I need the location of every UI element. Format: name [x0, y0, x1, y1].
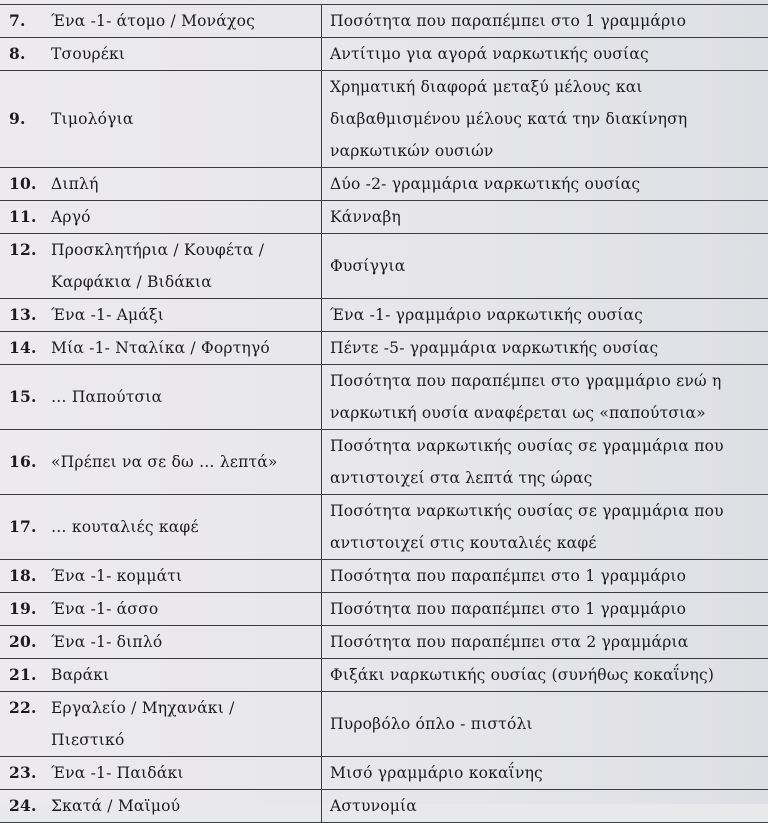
table-row — [0, 332, 768, 365]
meaning-text: Ποσότητα που παραπέμπει στο 1 γραμμάριο — [330, 593, 763, 625]
term-line — [9, 201, 315, 233]
meaning-text: Φιξάκι ναρκωτικής ουσίας (συνήθως κοκαΐνης) — [330, 659, 763, 691]
term-cell — [0, 71, 322, 168]
table-row — [0, 365, 768, 430]
row-number: 22. — [9, 692, 51, 724]
term-text: Ένα -1- άσσο — [51, 600, 158, 618]
meaning-cell — [322, 430, 768, 495]
term-text: Εργαλείο / Μηχανάκι / — [51, 699, 235, 717]
meaning-text: διαβαθμισμένου μέλους κατά την διακίνηση — [330, 103, 763, 135]
meaning-cell — [322, 757, 768, 790]
meaning-cell — [322, 560, 768, 593]
table-row — [0, 201, 768, 234]
row-number: 11. — [9, 201, 51, 233]
meaning-text: ναρκωτική ουσία αναφέρεται ως «παπούτσια» — [330, 397, 763, 429]
meaning-text: αντιστοιχεί στα λεπτά της ώρας — [330, 462, 763, 494]
term-text: Καρφάκια / Βιδάκια — [51, 273, 212, 291]
meaning-cell — [322, 38, 768, 71]
row-number: 16. — [9, 446, 51, 478]
term-line — [9, 266, 315, 298]
row-number: 14. — [9, 332, 51, 364]
row-number: 10. — [9, 168, 51, 200]
term-text: Προσκλητήρια / Κουφέτα / — [51, 241, 264, 259]
term-cell — [0, 365, 322, 430]
row-number: 12. — [9, 234, 51, 266]
meaning-cell — [322, 168, 768, 201]
table-row — [0, 560, 768, 593]
term-text: Ένα -1- Παιδάκι — [51, 764, 184, 782]
term-line — [9, 692, 315, 724]
meaning-text: Ποσότητα που παραπέμπει στα 2 γραμμάρια — [330, 626, 763, 658]
meaning-text: Αστυνομία — [330, 790, 763, 822]
term-cell — [0, 659, 322, 692]
row-number: 19. — [9, 593, 51, 625]
term-line — [9, 168, 315, 200]
term-text: Διπλή — [51, 175, 99, 193]
term-cell — [0, 560, 322, 593]
term-cell — [0, 299, 322, 332]
term-line — [9, 659, 315, 691]
table-row — [0, 626, 768, 659]
meaning-text: Δύο -2- γραμμάρια ναρκωτικής ουσίας — [330, 168, 763, 200]
glossary-rows — [0, 5, 768, 823]
term-line — [9, 511, 315, 543]
term-cell — [0, 593, 322, 626]
term-line — [9, 5, 315, 37]
term-line — [9, 560, 315, 592]
meaning-cell — [322, 659, 768, 692]
term-cell — [0, 234, 322, 299]
meaning-text: Ποσότητα που παραπέμπει στο 1 γραμμάριο — [330, 5, 763, 37]
term-text: Ένα -1- άτομο / Μονάχος — [51, 12, 255, 30]
meaning-text: ναρκωτικών ουσιών — [330, 135, 763, 167]
term-text: Τιμολόγια — [51, 110, 134, 128]
meaning-cell — [322, 5, 768, 38]
term-cell — [0, 626, 322, 659]
meaning-cell — [322, 234, 768, 299]
table-row — [0, 593, 768, 626]
meaning-text: Πέντε -5- γραμμάρια ναρκωτικής ουσίας — [330, 332, 763, 364]
table-row — [0, 659, 768, 692]
table-row — [0, 692, 768, 757]
row-number: 13. — [9, 299, 51, 331]
row-number: 15. — [9, 381, 51, 413]
row-number: 23. — [9, 757, 51, 789]
meaning-text: Μισό γραμμάριο κοκαΐνης — [330, 757, 763, 789]
term-line — [9, 332, 315, 364]
table-row — [0, 299, 768, 332]
meaning-text: Ποσότητα ναρκωτικής ουσίας σε γραμμάρια που — [330, 495, 763, 527]
meaning-cell — [322, 790, 768, 823]
term-line — [9, 593, 315, 625]
row-number: 20. — [9, 626, 51, 658]
term-text: Ένα -1- Αμάξι — [51, 306, 164, 324]
term-cell — [0, 5, 322, 38]
term-text: Βαράκι — [51, 666, 109, 684]
row-number: 7. — [9, 5, 51, 37]
term-text: Μία -1- Νταλίκα / Φορτηγό — [51, 339, 270, 357]
table-row — [0, 168, 768, 201]
term-cell — [0, 38, 322, 71]
term-cell — [0, 757, 322, 790]
row-number: 8. — [9, 38, 51, 70]
term-cell — [0, 332, 322, 365]
glossary-table — [0, 4, 768, 823]
term-line — [9, 724, 315, 756]
term-cell — [0, 168, 322, 201]
row-number: 21. — [9, 659, 51, 691]
meaning-text: Φυσίγγια — [330, 250, 763, 282]
meaning-text: Αντίτιμο για αγορά ναρκωτικής ουσίας — [330, 38, 763, 70]
meaning-text: Ποσότητα που παραπέμπει στο 1 γραμμάριο — [330, 560, 763, 592]
row-number: 9. — [9, 103, 51, 135]
meaning-cell — [322, 365, 768, 430]
table-row — [0, 5, 768, 38]
term-text: … Παπούτσια — [51, 388, 162, 406]
term-line — [9, 381, 315, 413]
term-cell — [0, 692, 322, 757]
meaning-cell — [322, 593, 768, 626]
term-cell — [0, 430, 322, 495]
meaning-text: Ένα -1- γραμμάριο ναρκωτικής ουσίας — [330, 299, 763, 331]
meaning-cell — [322, 626, 768, 659]
term-line — [9, 446, 315, 478]
table-row — [0, 430, 768, 495]
table-row — [0, 495, 768, 560]
meaning-text: Κάνναβη — [330, 201, 763, 233]
term-line — [9, 38, 315, 70]
table-row — [0, 38, 768, 71]
term-line — [9, 299, 315, 331]
term-line — [9, 790, 315, 822]
term-cell — [0, 201, 322, 234]
term-text: Αργό — [51, 208, 91, 226]
row-number: 17. — [9, 511, 51, 543]
term-text: Ένα -1- κομμάτι — [51, 567, 182, 585]
term-line — [9, 757, 315, 789]
meaning-cell — [322, 71, 768, 168]
meaning-text: αντιστοιχεί στις κουταλιές καφέ — [330, 527, 763, 559]
meaning-text: Ποσότητα που παραπέμπει στο γραμμάριο ενώ η — [330, 365, 763, 397]
meaning-text: Πυροβόλο όπλο - πιστόλι — [330, 708, 763, 740]
meaning-cell — [322, 299, 768, 332]
meaning-cell — [322, 692, 768, 757]
meaning-cell — [322, 332, 768, 365]
row-number: 18. — [9, 560, 51, 592]
meaning-cell — [322, 495, 768, 560]
table-row — [0, 757, 768, 790]
term-text: … κουταλιές καφέ — [51, 518, 199, 536]
term-text: Τσουρέκι — [51, 45, 125, 63]
term-cell — [0, 790, 322, 823]
row-number: 24. — [9, 790, 51, 822]
meaning-cell — [322, 201, 768, 234]
term-text: Ένα -1- διπλό — [51, 633, 162, 651]
term-cell — [0, 495, 322, 560]
term-text: Πιεστικό — [51, 731, 124, 749]
term-line — [9, 626, 315, 658]
term-line — [9, 103, 315, 135]
table-row — [0, 234, 768, 299]
term-line — [9, 234, 315, 266]
meaning-text: Χρηματική διαφορά μεταξύ μέλους και — [330, 71, 763, 103]
term-text: «Πρέπει να σε δω … λεπτά» — [51, 453, 278, 471]
meaning-text: Ποσότητα ναρκωτικής ουσίας σε γραμμάρια που — [330, 430, 763, 462]
table-row — [0, 71, 768, 168]
table-row — [0, 790, 768, 823]
term-text: Σκατά / Μαϊμού — [51, 797, 180, 815]
